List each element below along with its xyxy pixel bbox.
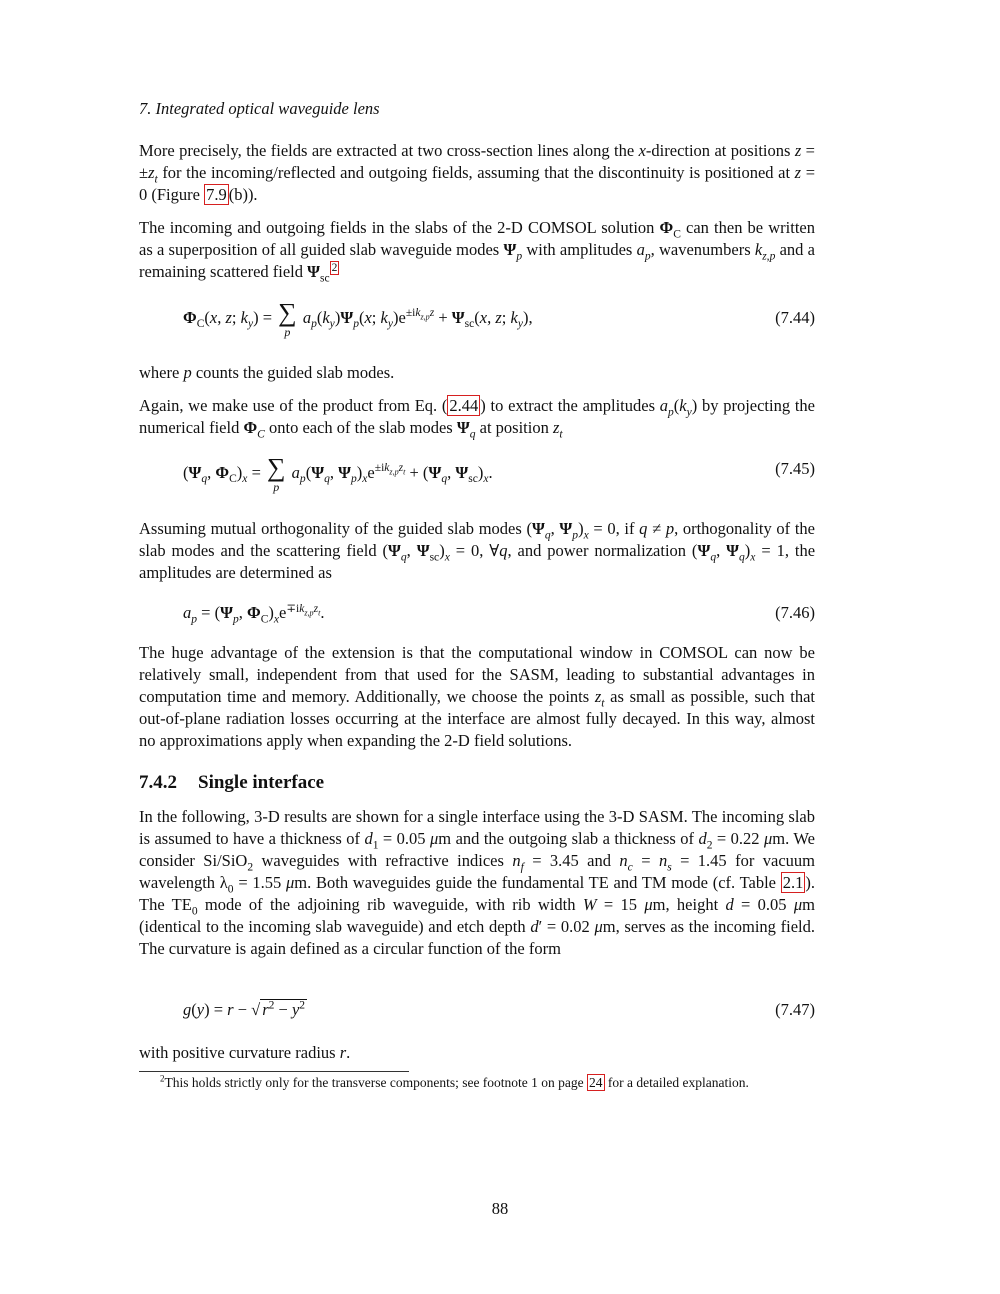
equation-number: (7.45) bbox=[775, 459, 815, 478]
equation-number: (7.46) bbox=[775, 603, 815, 622]
page-ref-link[interactable]: 24 bbox=[589, 1075, 603, 1090]
section-heading bbox=[139, 772, 324, 794]
paragraph-8: with positive curvature radius r. bbox=[139, 1043, 351, 1062]
footnote-ref-2[interactable]: 2 bbox=[331, 261, 338, 274]
section-number: 7.4.2 bbox=[139, 772, 177, 793]
paragraph-5: Assuming mutual orthogonality of the guided slab modes ($\Psi_q$, $\Psi_p)_x = 0$, if q ≠ p, orthogonality of the slab modes and the scattering field ($\Psi_q$, $\Psi_{sc})_x = 0$, ∀q, and power normalization ($\Psi_q$, $\Psi_q)_x = 1$, the amplitudes are determined as bbox=[139, 519, 816, 582]
paragraph-3: where p counts the guided slab modes. bbox=[139, 363, 395, 382]
table-ref-link[interactable]: 2.1 bbox=[782, 873, 804, 892]
footnote-text-b: for a detailed explanation. bbox=[607, 1075, 749, 1090]
paragraph-2: The incoming and outgoing fields in the slabs of the 2-D COMSOL solution $\Phi_C$ can then be written as a superposition of all guided slab waveguide modes $\Psi_p$ with amplitudes $a_p$, wavenumbers $k_{z,p}$ and a remaining scattered field $\Psi_{sc}^2$ bbox=[139, 218, 815, 285]
equation-ref-link[interactable]: 2.44 bbox=[449, 396, 479, 415]
footnote-text-a: This holds strictly only for the transverse components; see footnote 1 on page bbox=[164, 1075, 584, 1090]
page-number: 88 bbox=[491, 1199, 509, 1218]
equation-7-46: $a_p = (\Psi_p$, $\Phi_C)_xe^{\mp ik_{z,p}z_t}$. (7.46) bbox=[183, 602, 815, 626]
equation-7-44: $\Phi_C(x$, z; $k_y$) = ∑ p $a_p(k_y)\Psi_p(x$; $k_y)e^{\pm ik_{z,p}z} + \Psi_{sc}(x$, z; $k_y$), (7.44) bbox=[183, 298, 815, 339]
figure-ref-link[interactable]: 7.9 bbox=[206, 185, 227, 204]
footnote-mark: 2 bbox=[160, 1073, 165, 1084]
footnote-rule bbox=[139, 1071, 409, 1072]
equation-7-45: ($\Psi_q$, $\Phi_C)_x$ = ∑ p $a_p(\Psi_q$, $\Psi_p)_xe^{\pm ik_{z,p}z_t} + (\Psi_q$, $\Psi_{sc})_x$. (7.45) bbox=[183, 453, 815, 494]
running-head: 7. Integrated optical waveguide lens bbox=[139, 99, 380, 118]
paragraph-7: In the following, 3-D results are shown for a single interface using the 3-D SASM. The incoming slab is assumed to have a thickness of $d_1 = 0.05$ μm and the outgoing slab a thickness of $d_2 = 0.22$ μm. We consider Si/SiO$_2$ waveguides with refractive indices $n_f = 3.45$ and $n_c = n_s = 1.45$ for vacuum wavelength $\lambda_0 = 1.55$ μm. Both waveguides guide the fundamental TE and TM mode (cf. Table 2.1 ). The $TE_0$ mode of the adjoining rib waveguide, with rib width W = 15 μm, height d = 0.05 μm (identical to the incoming slab waveguide) and etch depth d′ = 0.02 μm, serves as the incoming field. The curvature is again defined as a circular function of the form bbox=[139, 807, 816, 958]
paragraph-4: Again, we make use of the product from Eq. ( 2.44 ) to extract the amplitudes $a_p(k_y)$ by projecting the numerical field $\Phi_C$ onto each of the slab modes $\Psi_q$ at position $z_t$ bbox=[139, 396, 815, 441]
footnote bbox=[160, 1075, 749, 1091]
equation-7-47: g(y) = r − √ $r^2 - y^2$ (7.47) bbox=[183, 999, 815, 1019]
equation-number: (7.44) bbox=[775, 308, 815, 327]
paragraph-6: The huge advantage of the extension is that the computational window in COMSOL can now be relatively small, independent from that used for the SASM, leading to substantial advantages in computation time and memory. Additionally, we choose the points $z_t$ as small as possible, such that out-of-plane radiation losses occurring at the interface are almost fully decayed. In this way, almost no approximations apply when expanding the 2-D field solutions. bbox=[139, 643, 815, 750]
section-title: Single interface bbox=[198, 772, 325, 793]
paragraph-1: More precisely, the fields are extracted at two cross-section lines along the x-direction at positions $z = \pm z_t$ for the incoming/reflected and outgoing fields, assuming that the discontinuity is positioned at z = 0 (Figure 7.9 (b)). bbox=[139, 141, 815, 204]
equation-number: (7.47) bbox=[775, 1000, 815, 1019]
